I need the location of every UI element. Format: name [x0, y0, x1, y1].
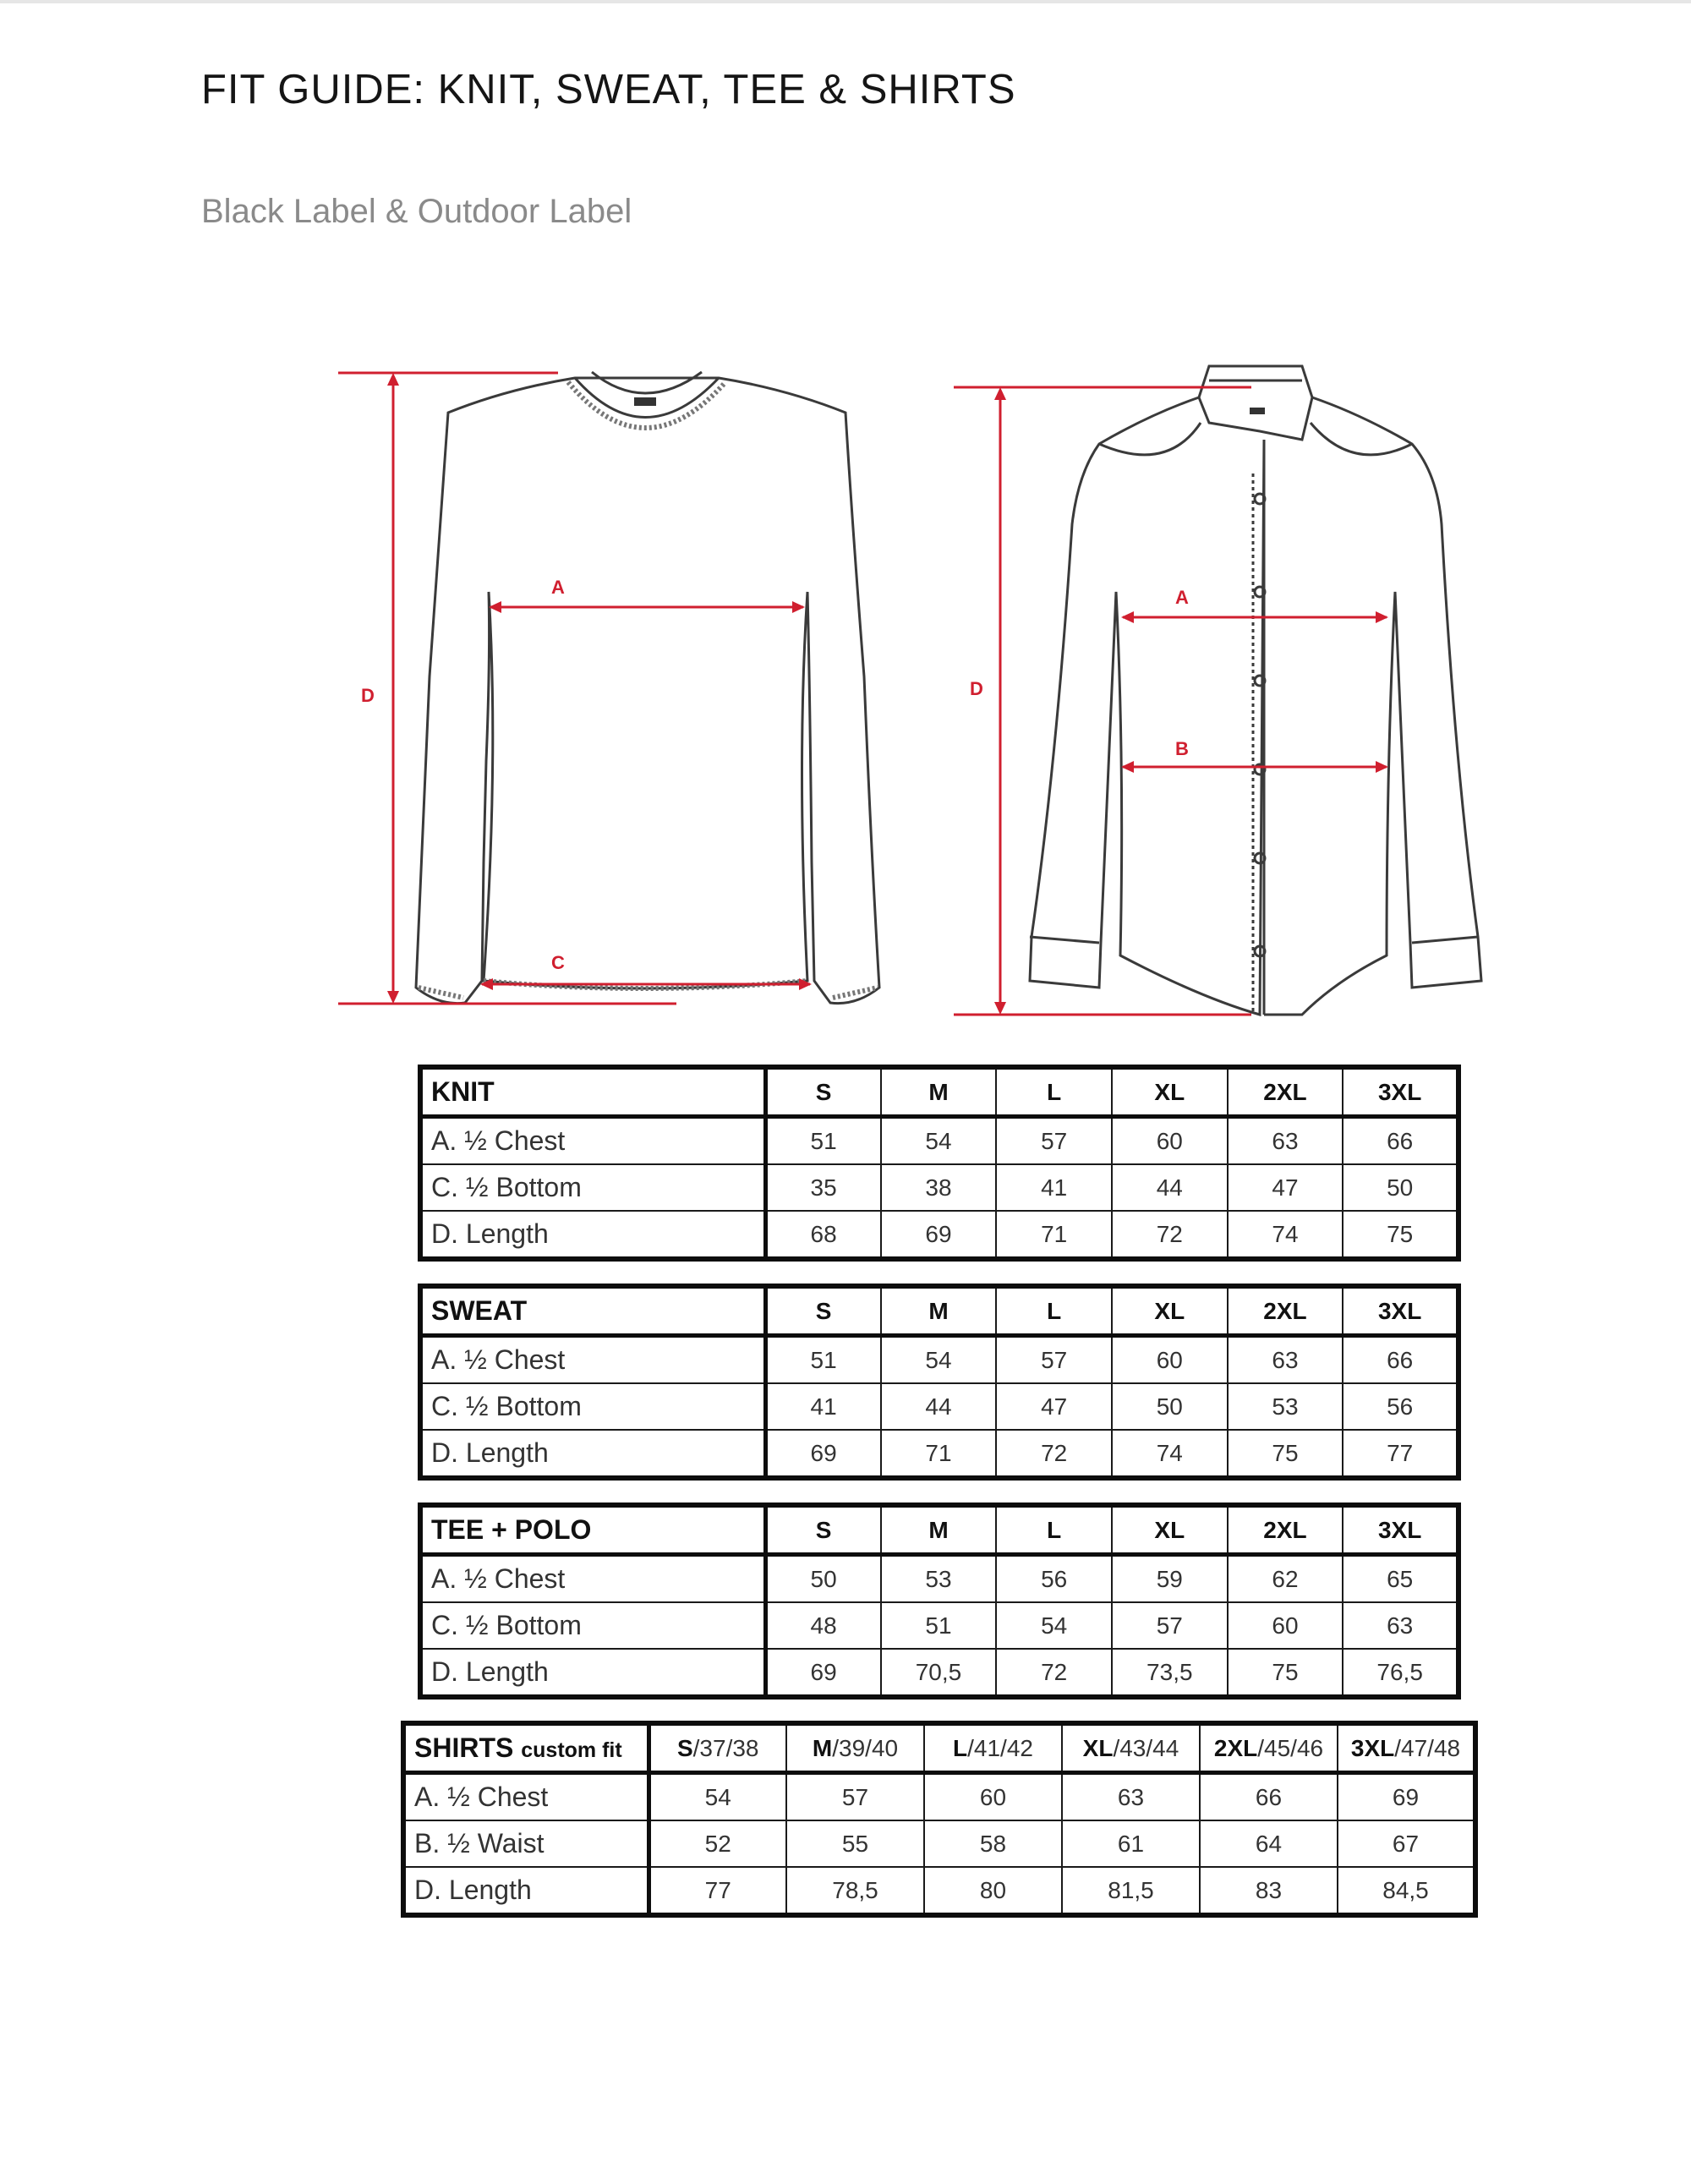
measurement-value: 77: [1343, 1430, 1458, 1478]
measurement-label: C. ½ Bottom: [420, 1383, 765, 1430]
measurement-label: A. ½ Chest: [420, 1336, 765, 1384]
measurement-value: 72: [996, 1430, 1112, 1478]
size-collar: /37/38: [692, 1734, 759, 1761]
measurement-value: 44: [1112, 1164, 1228, 1211]
sweat-size-table: [418, 1284, 1461, 1481]
measurement-value: 75: [1228, 1430, 1343, 1478]
table-name-main: SHIRTS: [414, 1732, 514, 1763]
measurement-value: 83: [1200, 1867, 1338, 1915]
table-header-row: [420, 1286, 1458, 1336]
table-row: [420, 1649, 1458, 1697]
measurement-label: D. Length: [420, 1649, 765, 1697]
measurement-value: 60: [1112, 1117, 1228, 1165]
table-row: [420, 1117, 1458, 1165]
garment-diagrams: [0, 0, 1691, 1048]
table-header-row: [403, 1723, 1475, 1773]
measurement-value: 71: [881, 1430, 997, 1478]
table-name: SWEAT: [420, 1286, 765, 1336]
measurement-value: 63: [1343, 1602, 1458, 1649]
measurement-value: 75: [1228, 1649, 1343, 1697]
sweater-illustration: [416, 372, 879, 1004]
measurement-value: 61: [1062, 1820, 1200, 1867]
size-header: XL: [1112, 1505, 1228, 1555]
measurement-value: 60: [924, 1773, 1062, 1821]
size-header: 3XL: [1343, 1286, 1458, 1336]
size-header: XL: [1112, 1286, 1228, 1336]
measurement-value: 66: [1343, 1117, 1458, 1165]
measurement-value: 58: [924, 1820, 1062, 1867]
measurement-value: 69: [881, 1211, 997, 1259]
measurement-value: 44: [881, 1383, 997, 1430]
sweater-measure-lines: [338, 373, 812, 1004]
measurement-value: 69: [1338, 1773, 1475, 1821]
shirt-label-d: D: [970, 678, 983, 699]
measurement-value: 59: [1112, 1555, 1228, 1603]
measurement-value: 75: [1343, 1211, 1458, 1259]
measurement-value: 67: [1338, 1820, 1475, 1867]
table-row: [420, 1555, 1458, 1603]
table-name: TEE + POLO: [420, 1505, 765, 1555]
measurement-value: 71: [996, 1211, 1112, 1259]
measurement-value: 51: [881, 1602, 997, 1649]
measurement-value: 70,5: [881, 1649, 997, 1697]
measurement-value: 57: [996, 1336, 1112, 1384]
table-row: [420, 1430, 1458, 1478]
measurement-value: 68: [765, 1211, 881, 1259]
table-header-row: [420, 1505, 1458, 1555]
table-row: [420, 1383, 1458, 1430]
page-subtitle: Black Label & Outdoor Label: [201, 193, 632, 230]
measurement-value: 80: [924, 1867, 1062, 1915]
size-header: [1062, 1723, 1200, 1773]
measurement-label: D. Length: [403, 1867, 648, 1915]
measurement-value: 57: [1112, 1602, 1228, 1649]
measurement-label: D. Length: [420, 1211, 765, 1259]
size-header: XL: [1112, 1067, 1228, 1117]
measurement-value: 51: [765, 1117, 881, 1165]
measurement-value: 72: [996, 1649, 1112, 1697]
knit-size-table: [418, 1065, 1461, 1262]
measurement-value: 57: [786, 1773, 924, 1821]
measurement-value: 84,5: [1338, 1867, 1475, 1915]
measurement-value: 50: [1112, 1383, 1228, 1430]
size-letter: L: [953, 1734, 968, 1761]
measurement-value: 55: [786, 1820, 924, 1867]
size-letter: S: [676, 1734, 693, 1761]
measurement-value: 60: [1112, 1336, 1228, 1384]
table-row: [420, 1164, 1458, 1211]
size-header: S: [765, 1286, 881, 1336]
measurement-value: 48: [765, 1602, 881, 1649]
measurement-value: 77: [648, 1867, 786, 1915]
measurement-value: 63: [1062, 1773, 1200, 1821]
size-header: 2XL: [1228, 1286, 1343, 1336]
measurement-value: 69: [765, 1649, 881, 1697]
measurement-value: 53: [1228, 1383, 1343, 1430]
measurement-label: A. ½ Chest: [420, 1117, 765, 1165]
size-header: M: [881, 1067, 997, 1117]
measurement-label: A. ½ Chest: [420, 1555, 765, 1603]
measurement-value: 35: [765, 1164, 881, 1211]
size-letter: 2XL: [1213, 1734, 1258, 1761]
table-name-suffix: custom fit: [521, 1738, 622, 1762]
sweater-label-a: A: [551, 577, 565, 598]
measurement-value: 72: [1112, 1211, 1228, 1259]
table-row: [403, 1773, 1475, 1821]
measurement-value: 51: [765, 1336, 881, 1384]
measurement-value: 65: [1343, 1555, 1458, 1603]
size-header: 3XL: [1343, 1067, 1458, 1117]
measurement-value: 41: [996, 1164, 1112, 1211]
measurement-value: 63: [1228, 1336, 1343, 1384]
size-collar: /41/42: [967, 1734, 1033, 1761]
measurement-value: 53: [881, 1555, 997, 1603]
measurement-label: C. ½ Bottom: [420, 1164, 765, 1211]
measurement-value: 62: [1228, 1555, 1343, 1603]
measurement-value: 60: [1228, 1602, 1343, 1649]
measurement-value: 54: [996, 1602, 1112, 1649]
measurement-value: 76,5: [1343, 1649, 1458, 1697]
size-header: S: [765, 1067, 881, 1117]
measurement-value: 81,5: [1062, 1867, 1200, 1915]
measurement-value: 73,5: [1112, 1649, 1228, 1697]
measurement-value: 74: [1112, 1430, 1228, 1478]
shirt-label-a: A: [1175, 587, 1189, 608]
table-name: [403, 1723, 648, 1773]
size-collar: /39/40: [832, 1734, 899, 1761]
size-header: S: [765, 1505, 881, 1555]
measurement-value: 64: [1200, 1820, 1338, 1867]
size-collar: /43/44: [1113, 1734, 1179, 1761]
measurement-label: A. ½ Chest: [403, 1773, 648, 1821]
measurement-value: 47: [1228, 1164, 1343, 1211]
measurement-value: 74: [1228, 1211, 1343, 1259]
size-header: [648, 1723, 786, 1773]
measurement-label: C. ½ Bottom: [420, 1602, 765, 1649]
size-header: 3XL: [1343, 1505, 1458, 1555]
measurement-value: 56: [996, 1555, 1112, 1603]
measurement-value: 41: [765, 1383, 881, 1430]
size-header: [924, 1723, 1062, 1773]
measurement-value: 63: [1228, 1117, 1343, 1165]
tee-polo-size-table: [418, 1503, 1461, 1700]
page-title: FIT GUIDE: KNIT, SWEAT, TEE & SHIRTS: [201, 67, 1016, 112]
size-header: 2XL: [1228, 1505, 1343, 1555]
size-header: L: [996, 1505, 1112, 1555]
measurement-value: 54: [881, 1117, 997, 1165]
measurement-value: 54: [881, 1336, 997, 1384]
size-letter: XL: [1082, 1734, 1114, 1761]
measurement-value: 47: [996, 1383, 1112, 1430]
shirt-label-b: B: [1175, 738, 1189, 759]
shirt-illustration: [1030, 366, 1481, 1015]
sweater-label-c: C: [551, 952, 565, 973]
sweater-label-d: D: [361, 685, 375, 706]
table-row: [420, 1211, 1458, 1259]
table-row: [420, 1336, 1458, 1384]
size-collar: /47/48: [1394, 1734, 1461, 1761]
measurement-value: 50: [1343, 1164, 1458, 1211]
table-row: [403, 1820, 1475, 1867]
shirt-measure-lines: [954, 387, 1388, 1015]
measurement-value: 50: [765, 1555, 881, 1603]
table-row: [403, 1867, 1475, 1915]
measurement-value: 54: [648, 1773, 786, 1821]
size-letter: 3XL: [1350, 1734, 1395, 1761]
measurement-value: 56: [1343, 1383, 1458, 1430]
measurement-label: D. Length: [420, 1430, 765, 1478]
size-collar: /45/46: [1257, 1734, 1324, 1761]
size-header: L: [996, 1067, 1112, 1117]
size-header: M: [881, 1286, 997, 1336]
measurement-value: 52: [648, 1820, 786, 1867]
table-row: [420, 1602, 1458, 1649]
size-header: [1200, 1723, 1338, 1773]
size-header: [1338, 1723, 1475, 1773]
measurement-value: 57: [996, 1117, 1112, 1165]
measurement-label: B. ½ Waist: [403, 1820, 648, 1867]
size-letter: M: [812, 1734, 833, 1761]
measurement-value: 66: [1200, 1773, 1338, 1821]
measurement-value: 38: [881, 1164, 997, 1211]
measurement-value: 69: [765, 1430, 881, 1478]
table-name: KNIT: [420, 1067, 765, 1117]
size-header: L: [996, 1286, 1112, 1336]
measurement-value: 66: [1343, 1336, 1458, 1384]
table-header-row: [420, 1067, 1458, 1117]
measurement-value: 78,5: [786, 1867, 924, 1915]
size-header: M: [881, 1505, 997, 1555]
shirts-size-table: [401, 1721, 1478, 1918]
size-header: [786, 1723, 924, 1773]
size-header: 2XL: [1228, 1067, 1343, 1117]
